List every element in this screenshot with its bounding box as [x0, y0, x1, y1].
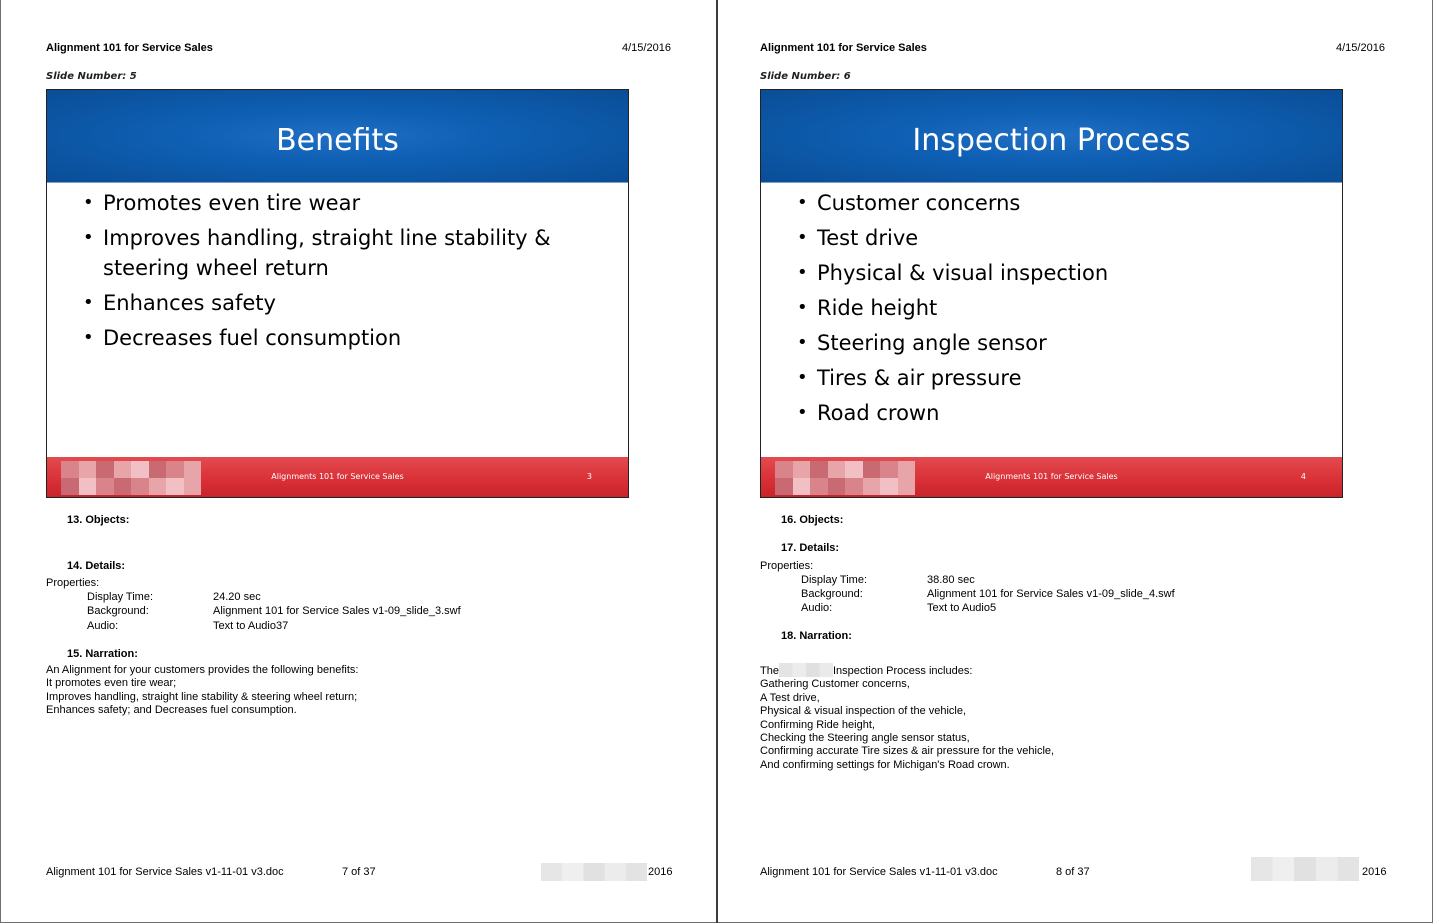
slide-bullet-list	[797, 188, 1302, 433]
property-value: 38.80 sec	[927, 574, 975, 586]
details-heading: 17. Details:	[781, 542, 840, 554]
property-key: Background:	[87, 605, 149, 617]
property-value: Text to Audio5	[927, 602, 997, 614]
page-header-title: Alignment 101 for Service Sales	[760, 42, 927, 54]
slide-bullet: • Enhances safety	[83, 288, 588, 318]
page-footer-filename: Alignment 101 for Service Sales v1-11-01 v3.doc	[760, 866, 998, 878]
narration-prefix: The	[760, 665, 779, 677]
property-key: Audio:	[801, 602, 833, 614]
property-value: Alignment 101 for Service Sales v1-09_slide_4.swf	[927, 588, 1175, 600]
slide-title-banner	[47, 90, 628, 183]
page-header-title: Alignment 101 for Service Sales	[46, 42, 213, 54]
narration-line: It promotes even tire wear;	[46, 677, 177, 690]
slide-bullet-list	[83, 188, 588, 358]
slide-bullet: • Decreases fuel consumption	[83, 323, 588, 353]
page-footer-page-number: 7 of 37	[342, 866, 376, 878]
narration-heading: 18. Narration:	[781, 630, 852, 642]
objects-heading: 13. Objects:	[67, 514, 130, 526]
property-value: Text to Audio37	[213, 620, 289, 632]
slide-footer-text: Alignments 101 for Service Sales	[985, 472, 1118, 481]
slide-thumbnail	[46, 89, 629, 498]
narration-line: A Test drive,	[760, 691, 820, 704]
narration-line: Gathering Customer concerns,	[760, 678, 910, 691]
property-key: Display Time:	[87, 591, 154, 603]
slide-bullet: • Physical & visual inspection	[797, 258, 1302, 288]
slide-footer-number: 4	[1300, 472, 1306, 481]
narration-line: Confirming accurate Tire sizes & air pressure for the vehicle,	[760, 745, 1055, 758]
slide-number-label: Slide Number: 5	[46, 71, 137, 82]
details-heading: 14. Details:	[67, 560, 126, 572]
narration-line: Improves handling, straight line stability & steering wheel return;	[46, 690, 358, 703]
property-value: Alignment 101 for Service Sales v1-09_slide_3.swf	[213, 605, 461, 617]
slide-title: Benefits	[276, 123, 399, 158]
page-header-date: 4/15/2016	[1336, 42, 1385, 54]
property-value: 24.20 sec	[213, 591, 261, 603]
narration-line: Enhances safety; and Decreases fuel consumption.	[46, 704, 297, 717]
slide-title-banner	[761, 90, 1342, 183]
narration-text	[46, 664, 358, 718]
redacted-footer-text	[1251, 857, 1359, 881]
slide-bullet: • Steering angle sensor	[797, 328, 1302, 358]
narration-line: Physical & visual inspection of the vehicle,	[760, 705, 967, 718]
page-footer-year: 2016	[1362, 866, 1387, 878]
slide-footer-bar	[761, 457, 1342, 497]
narration-line	[760, 663, 1054, 678]
redacted-brand-name	[779, 663, 833, 677]
slide-title: Inspection Process	[912, 123, 1191, 158]
slide-bullet: • Ride height	[797, 293, 1302, 323]
property-key: Background:	[801, 588, 863, 600]
slide-footer-bar	[47, 457, 628, 497]
page-footer-page-number: 8 of 37	[1056, 866, 1090, 878]
slide-bullet: • Road crown	[797, 398, 1302, 428]
narration-suffix: Inspection Process includes:	[832, 665, 973, 677]
document-page-7	[1, 0, 716, 923]
document-page-8	[718, 0, 1433, 923]
slide-number-label: Slide Number: 6	[760, 71, 851, 82]
objects-heading: 16. Objects:	[781, 514, 844, 526]
slide-bullet: • Tires & air pressure	[797, 363, 1302, 393]
narration-line: Checking the Steering angle sensor status,	[760, 732, 970, 745]
narration-heading: 15. Narration:	[67, 648, 138, 660]
slide-footer-number: 3	[586, 472, 592, 481]
slide-bullet: • Improves handling, straight line stability & steering wheel return	[83, 223, 588, 283]
page-header-date: 4/15/2016	[622, 42, 671, 54]
slide-bullet: • Promotes even tire wear	[83, 188, 588, 218]
narration-line: Confirming Ride height,	[760, 718, 875, 731]
property-key: Audio:	[87, 620, 119, 632]
slide-thumbnail	[760, 89, 1343, 498]
redacted-footer-text	[541, 863, 647, 881]
properties-label: Properties:	[46, 577, 100, 589]
narration-line: An Alignment for your customers provides the following benefits:	[46, 664, 359, 676]
narration-text	[760, 663, 1054, 772]
properties-label: Properties:	[760, 560, 814, 572]
page-footer-year: 2016	[648, 866, 673, 878]
slide-footer-text: Alignments 101 for Service Sales	[271, 472, 404, 481]
property-key: Display Time:	[801, 574, 868, 586]
slide-bullet: • Customer concerns	[797, 188, 1302, 218]
narration-line: And confirming settings for Michigan's Road crown.	[760, 758, 1010, 771]
page-footer-filename: Alignment 101 for Service Sales v1-11-01 v3.doc	[46, 866, 284, 878]
slide-bullet: • Test drive	[797, 223, 1302, 253]
